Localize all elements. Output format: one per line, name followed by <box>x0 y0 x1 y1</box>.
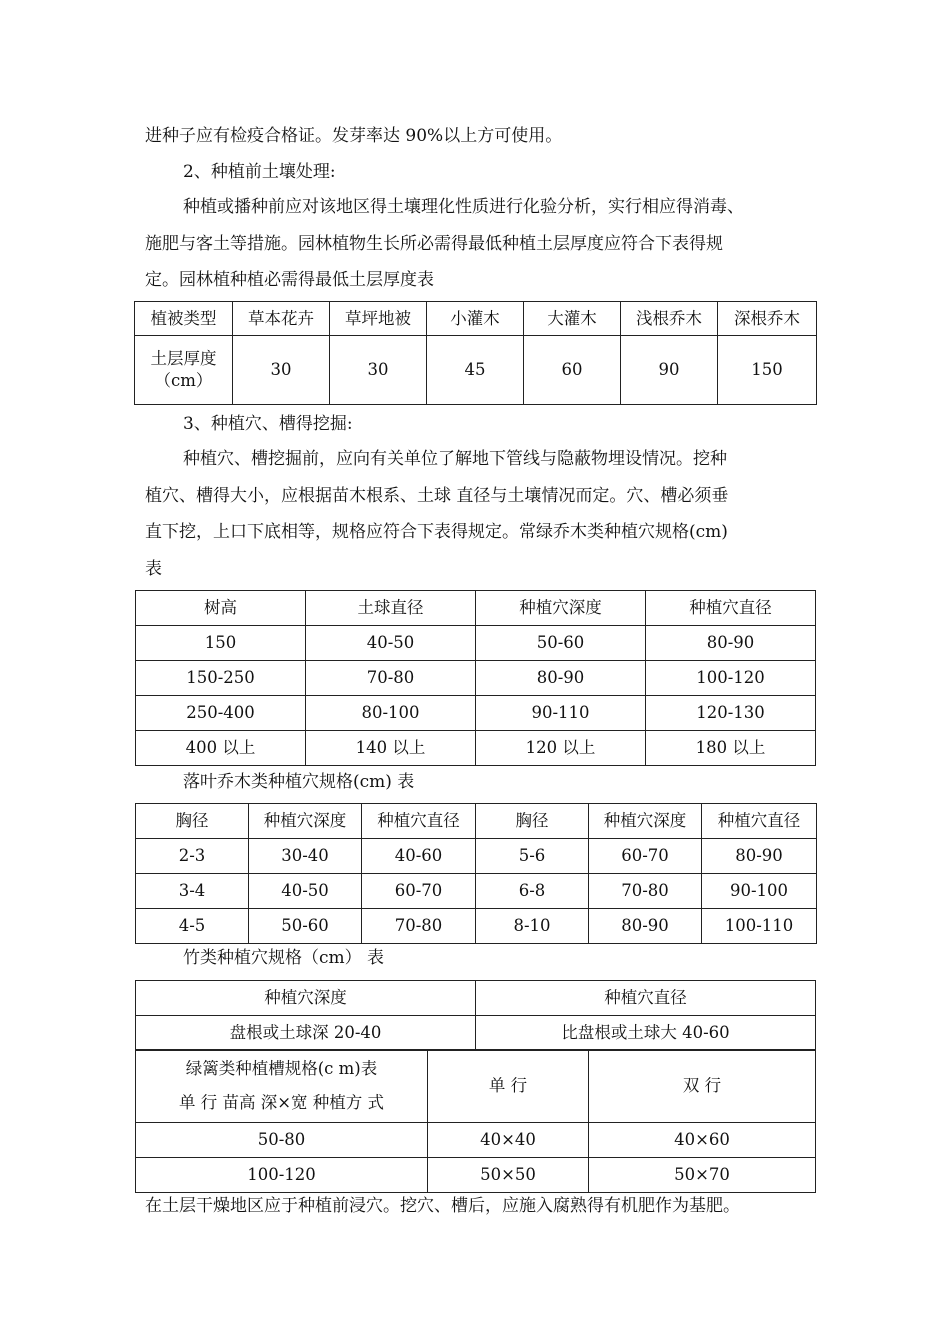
row-label <box>135 336 233 405</box>
caption-bamboo: 竹类种植穴规格（cm） 表 <box>183 948 385 968</box>
table-cell: 50-60 <box>249 909 362 944</box>
table-cell: 250-400 <box>136 696 306 731</box>
table-row <box>136 874 817 909</box>
table-cell: 比盘根或土球大 40-60 <box>476 1016 816 1051</box>
table-cell: 6-8 <box>476 874 589 909</box>
table-header: 种植穴直径 <box>362 804 476 839</box>
table-header: 双 行 <box>589 1050 816 1123</box>
table-header: 种植穴直径 <box>646 591 816 626</box>
table-row <box>136 909 817 944</box>
table-cell: 90-110 <box>476 696 646 731</box>
table-header: 浅根乔木 <box>621 302 718 336</box>
hedge-trench-table <box>135 1049 816 1193</box>
table-cell: 30 <box>330 336 427 405</box>
table-cell: 80-100 <box>306 696 476 731</box>
table-row <box>136 1016 816 1051</box>
evergreen-pit-table <box>135 590 816 766</box>
paragraph-soil-line3: 定。园林植种植必需得最低土层厚度表 <box>145 270 434 290</box>
table-cell: 8-10 <box>476 909 589 944</box>
table-header: 小灌木 <box>427 302 524 336</box>
table-cell: 5-6 <box>476 839 589 874</box>
paragraph-seed-quarantine: 进种子应有检疫合格证。发芽率达 90%以上方可使用。 <box>145 126 563 146</box>
paragraph-pits-line1: 种植穴、槽挖掘前，应向有关单位了解地下管线与隐蔽物埋设情况。挖种 <box>183 449 727 469</box>
table-cell: 70-80 <box>306 661 476 696</box>
table-header: 单 行 <box>428 1050 589 1123</box>
table-cell: 50×70 <box>589 1158 816 1193</box>
table-cell: 80-90 <box>646 626 816 661</box>
deciduous-pit-table <box>135 803 817 944</box>
table-cell: 50-60 <box>476 626 646 661</box>
table-cell: 80-90 <box>702 839 817 874</box>
table-header: 胸径 <box>476 804 589 839</box>
caption-deciduous: 落叶乔木类种植穴规格(cm) 表 <box>183 772 415 792</box>
table-row <box>136 839 817 874</box>
table-cell: 30-40 <box>249 839 362 874</box>
table-header: 种植穴直径 <box>476 981 816 1016</box>
heading-planting-pits: 3、种植穴、槽得挖掘: <box>183 414 353 434</box>
table-cell: 3-4 <box>136 874 249 909</box>
paragraph-pits-line3: 直下挖，上口下底相等，规格应符合下表得规定。常绿乔木类种植穴规格(cm) <box>145 522 728 542</box>
table-cell: 盘根或土球深 20-40 <box>136 1016 476 1051</box>
table-cell: 40-50 <box>249 874 362 909</box>
table-cell: 100-120 <box>646 661 816 696</box>
table-header: 草本花卉 <box>233 302 330 336</box>
table-cell: 40-50 <box>306 626 476 661</box>
table-cell: 150-250 <box>136 661 306 696</box>
table-cell: 30 <box>233 336 330 405</box>
table-cell: 80-90 <box>476 661 646 696</box>
table-cell: 40-60 <box>362 839 476 874</box>
table-row <box>136 1123 816 1158</box>
table-header: 种植穴深度 <box>476 591 646 626</box>
table-cell: 180 以上 <box>646 731 816 766</box>
table-cell: 45 <box>427 336 524 405</box>
table-cell: 70-80 <box>362 909 476 944</box>
table-cell: 80-90 <box>589 909 702 944</box>
table-cell: 4-5 <box>136 909 249 944</box>
table-row <box>136 696 816 731</box>
table-header: 胸径 <box>136 804 249 839</box>
row-label-line1: 土层厚度 <box>150 349 217 368</box>
table-cell: 60-70 <box>589 839 702 874</box>
table-row <box>136 661 816 696</box>
table-header: 草坪地被 <box>330 302 427 336</box>
table-cell: 100-110 <box>702 909 817 944</box>
table-cell: 150 <box>136 626 306 661</box>
bamboo-pit-table <box>135 980 816 1051</box>
table-header: 种植穴深度 <box>589 804 702 839</box>
table-cell: 40×40 <box>428 1123 589 1158</box>
table-cell: 100-120 <box>136 1158 428 1193</box>
table-header: 大灌木 <box>524 302 621 336</box>
soil-thickness-table <box>134 301 817 405</box>
table-cell: 50-80 <box>136 1123 428 1158</box>
hedge-table-subtitle: 单 行 苗高 深×宽 种植方 式 <box>178 1093 385 1112</box>
heading-soil-treatment: 2、种植前土壤处理: <box>183 162 336 182</box>
row-label-line2: （cm） <box>154 371 213 390</box>
table-cell: 90 <box>621 336 718 405</box>
hedge-table-title-cell <box>136 1050 428 1123</box>
table-header: 树高 <box>136 591 306 626</box>
table-cell: 60-70 <box>362 874 476 909</box>
table-header: 土球直径 <box>306 591 476 626</box>
table-row <box>136 1158 816 1193</box>
table-row <box>136 731 816 766</box>
paragraph-base-fertilizer: 在土层干燥地区应于种植前浸穴。挖穴、槽后，应施入腐熟得有机肥作为基肥。 <box>145 1196 740 1216</box>
table-row <box>136 626 816 661</box>
table-header: 深根乔木 <box>718 302 817 336</box>
paragraph-soil-line2: 施肥与客土等措施。园林植物生长所必需得最低种植土层厚度应符合下表得规 <box>145 234 723 254</box>
table-cell: 150 <box>718 336 817 405</box>
paragraph-pits-line2: 植穴、槽得大小，应根据苗木根系、土球 直径与土壤情况而定。穴、槽必须垂 <box>145 486 729 506</box>
table-header: 种植穴深度 <box>136 981 476 1016</box>
paragraph-soil-line1: 种植或播种前应对该地区得土壤理化性质进行化验分析，实行相应得消毒、 <box>183 197 744 217</box>
table-cell: 400 以上 <box>136 731 306 766</box>
table-cell: 2-3 <box>136 839 249 874</box>
hedge-table-title: 绿篱类种植槽规格(c m)表 <box>185 1059 378 1078</box>
table-header: 种植穴深度 <box>249 804 362 839</box>
table-cell: 70-80 <box>589 874 702 909</box>
table-header: 植被类型 <box>135 302 233 336</box>
table-cell: 40×60 <box>589 1123 816 1158</box>
table-cell: 140 以上 <box>306 731 476 766</box>
table-header: 种植穴直径 <box>702 804 817 839</box>
table-cell: 90-100 <box>702 874 817 909</box>
table-cell: 50×50 <box>428 1158 589 1193</box>
table-cell: 120-130 <box>646 696 816 731</box>
table-cell: 120 以上 <box>476 731 646 766</box>
paragraph-pits-line4: 表 <box>145 559 162 579</box>
table-cell: 60 <box>524 336 621 405</box>
